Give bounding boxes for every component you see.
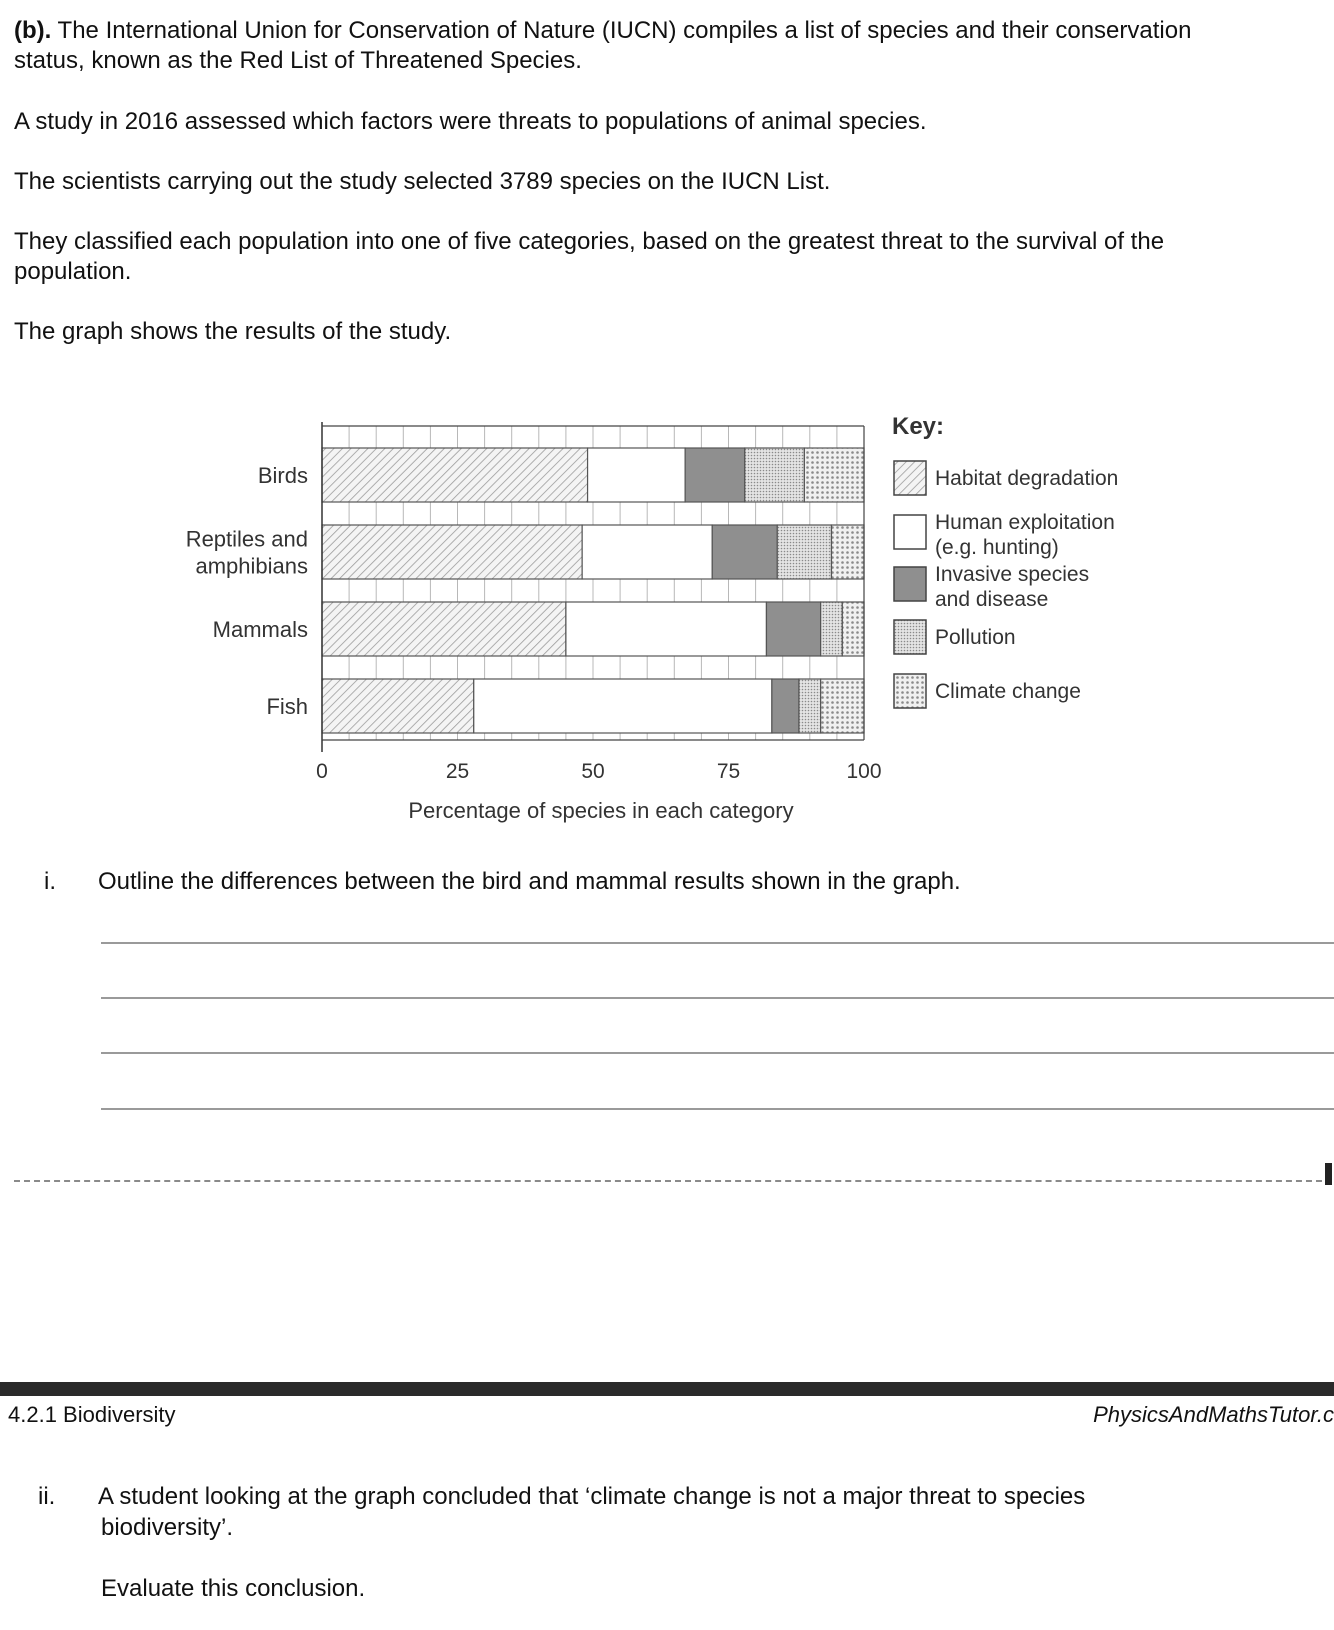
category-label: Birds (257, 463, 308, 488)
legend-swatch-diagonal-hatch (894, 461, 926, 495)
bar-segment-solid-grey (712, 525, 777, 579)
bar-segment-solid-grey (772, 679, 799, 733)
bar-segment-white (474, 679, 772, 733)
bar-segment-coarse-dots (831, 525, 864, 579)
legend-label: Pollution (935, 626, 1016, 649)
bar-segment-white (566, 602, 767, 656)
answer-line[interactable] (101, 1108, 1334, 1110)
question-ii-evaluate: Evaluate this conclusion. (101, 1575, 366, 1602)
question-ii-number: ii. (38, 1483, 56, 1510)
threats-stacked-bar-chart (0, 400, 1334, 840)
legend-title: Key: (892, 413, 945, 440)
legend-swatch-coarse-dots (894, 674, 926, 708)
bar-segment-fine-dots (821, 602, 843, 656)
footer-topic: 4.2.1 Biodiversity (8, 1402, 176, 1427)
selected-sentence: The scientists carrying out the study selected 3789 species on the IUCN List. (14, 168, 831, 195)
classified-sentence-line-1: They classified each population into one of five categories, based on the greatest threat to the survival of the (14, 228, 1165, 255)
bar-segment-coarse-dots (842, 602, 864, 656)
bar-segment-diagonal-hatch (322, 448, 588, 502)
answer-line[interactable] (101, 997, 1334, 999)
question-i-number: i. (44, 868, 56, 895)
graph-intro-sentence: The graph shows the results of the study. (14, 318, 452, 345)
x-tick-label: 0 (316, 760, 328, 783)
legend-label: Human exploitation (935, 511, 1115, 534)
legend-label: Climate change (935, 680, 1081, 703)
bar-segment-white (582, 525, 712, 579)
bar-segment-fine-dots (745, 448, 805, 502)
x-tick-label: 25 (445, 760, 470, 783)
question-ii-text-line-2: biodiversity’. (101, 1514, 234, 1541)
intro-paragraph-line-2: status, known as the Red List of Threatened Species. (14, 47, 582, 74)
study-sentence: A study in 2016 assessed which factors were threats to populations of animal species. (14, 108, 927, 135)
legend-swatch-fine-dots (894, 620, 926, 654)
classified-sentence-line-2: population. (14, 258, 132, 285)
intro-paragraph-line-1: (b). The International Union for Conservation of Nature (IUCN) compiles a list of species and their conservation (14, 17, 1192, 44)
category-label: Mammals (212, 617, 308, 642)
bar-segment-white (588, 448, 686, 502)
footer-bar (0, 1382, 1334, 1396)
x-tick-label: 75 (716, 760, 741, 783)
bar-segment-coarse-dots (804, 448, 864, 502)
bar-segment-diagonal-hatch (322, 679, 474, 733)
legend-label: Habitat degradation (935, 467, 1119, 490)
bar-segment-solid-grey (685, 448, 745, 502)
legend-label: Invasive species (935, 563, 1090, 586)
bar-segment-diagonal-hatch (322, 525, 582, 579)
x-tick-label: 50 (581, 760, 605, 783)
category-label: Fish (266, 694, 308, 719)
legend-swatch-solid-grey (894, 567, 926, 601)
legend-label: and disease (935, 588, 1049, 611)
footer-site: PhysicsAndMathsTutor.c (1093, 1402, 1334, 1427)
legend-swatch-white (894, 515, 926, 549)
x-axis-label: Percentage of species in each category (408, 798, 794, 823)
chart-legend (892, 413, 1118, 708)
answer-line[interactable] (101, 942, 1334, 944)
category-label: Reptiles and (185, 526, 308, 552)
answer-line[interactable] (101, 1052, 1334, 1054)
bar-segment-diagonal-hatch (322, 602, 566, 656)
bar-segment-solid-grey (766, 602, 820, 656)
bar-segment-coarse-dots (821, 679, 864, 733)
x-tick-label: 100 (846, 760, 882, 783)
category-label: amphibians (195, 553, 308, 579)
page-break-divider (14, 1180, 1332, 1182)
question-ii-text-line-1: A student looking at the graph concluded that ‘climate change is not a major threat to species (98, 1483, 1086, 1510)
page-edge-marker (1325, 1163, 1332, 1185)
bar-segment-fine-dots (777, 525, 831, 579)
legend-label: (e.g. hunting) (935, 536, 1059, 559)
question-i-text: Outline the differences between the bird and mammal results shown in the graph. (98, 868, 961, 895)
bar-segment-fine-dots (799, 679, 821, 733)
